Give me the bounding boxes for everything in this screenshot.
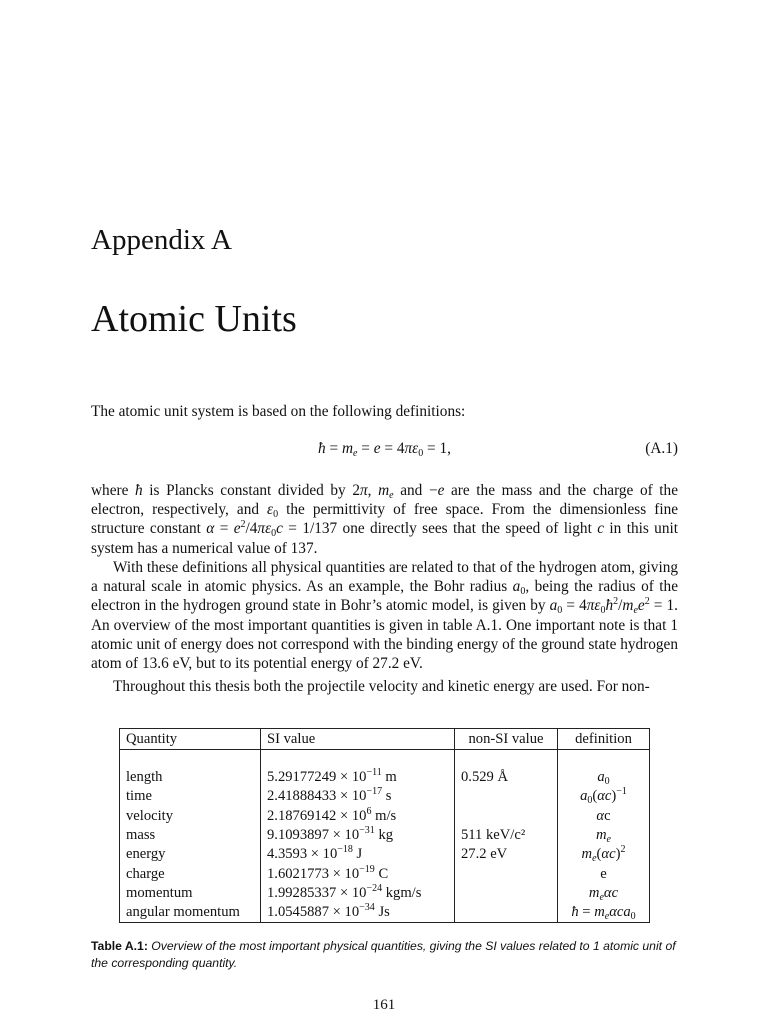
- table-row: [120, 903, 650, 923]
- definition-cell: e: [558, 864, 650, 883]
- table-row: [120, 864, 650, 883]
- si-value-cell: $2.41888433 \times 10^{-17}$ s: [261, 787, 455, 806]
- non-si-value-cell: [455, 787, 558, 806]
- definition-cell: $a_0$: [558, 768, 650, 787]
- paragraph-1: where ħ is Plancks constant divided by 2π, $m_e$ and −e are the mass and the charge of the electron, respectively, and $\varepsilon_0$ the permittivity of free space. From the dimensionless fine structure constant $\alpha = e^2/4\pi\varepsilon_0c = 1/137$ one directly sees that the speed of light c in this unit system has a numerical value of 137.: [91, 482, 679, 557]
- definition-cell: $m_e(\alpha c)^2$: [558, 845, 650, 864]
- non-si-value-cell: [455, 807, 558, 826]
- quantity-cell: length: [120, 768, 261, 787]
- quantity-cell: mass: [120, 826, 261, 845]
- page-number: 161: [372, 997, 396, 1013]
- definition-cell: $m_e\alpha c$: [558, 884, 650, 903]
- equation-a1: [91, 440, 678, 460]
- non-si-value-cell: [455, 884, 558, 903]
- si-value-cell: $1.6021773 \times 10^{-19}$ C: [261, 864, 455, 883]
- si-value-cell: $5.29177249 \times 10^{-11}$ m: [261, 768, 455, 787]
- definition-cell: $a_0(\alpha c)^{-1}$: [558, 787, 650, 806]
- header-quantity: Quantity: [120, 729, 261, 750]
- header-non-si-value: non-SI value: [455, 729, 558, 750]
- equation-formula: ħ = $m_e = e = 4\pi\varepsilon_0 = 1$,: [318, 440, 451, 459]
- table-header-row: [120, 729, 650, 750]
- table-row: [120, 787, 650, 806]
- definition-cell: ħ = $m_e\alpha ca_0$: [558, 903, 650, 923]
- paragraph-2: With these definitions all physical quantities are related to that of the hydrogen atom, giving a natural scale in atomic physics. As an example, the Bohr radius $a_0$, being the radius of the electron in the hydrogen ground state in Bohr’s atomic model, is given by $a_0$ = $4\pi\varepsilon_0ħ^2/m_ee^2 = 1$. An overview of the most important quantities is given in table A.1. One important note is that 1 atomic unit of energy does not correspond with the binding energy of the ground state hydrogen atom of 13.6 eV, but to its potential energy of 27.2 eV.: [91, 559, 678, 673]
- non-si-value-cell: [455, 903, 558, 923]
- si-value-cell: $9.1093897 \times 10^{-31}$ kg: [261, 826, 455, 845]
- equation-number: (A.1): [645, 440, 678, 457]
- si-value-cell: $2.18769142 \times 10^6$ m/s: [261, 807, 455, 826]
- si-value-cell: $1.99285337 \times 10^{-24}$ kgm/s: [261, 884, 455, 903]
- quantity-cell: time: [120, 787, 261, 806]
- definition-cell: $m_e$: [558, 826, 650, 845]
- header-si-value: SI value: [261, 729, 455, 750]
- si-value-cell: $4.3593 \times 10^{-18}$ J: [261, 845, 455, 864]
- caption-text: Overview of the most important physical quantities, giving the SI values related to 1 atomic unit of the corresponding quantity.: [91, 939, 676, 970]
- quantity-cell: velocity: [120, 807, 261, 826]
- quantity-cell: angular momentum: [120, 903, 261, 923]
- atomic-units-table: [119, 728, 650, 923]
- table-spacer: [120, 750, 650, 769]
- table-row: [120, 807, 650, 826]
- table-caption: [91, 938, 678, 972]
- si-value-cell: $1.0545887 \times 10^{-34}$ Js: [261, 903, 455, 923]
- appendix-label: Appendix A: [91, 224, 232, 256]
- caption-label: Table A.1:: [91, 939, 148, 953]
- table-row: [120, 826, 650, 845]
- quantity-cell: energy: [120, 845, 261, 864]
- table-row: [120, 845, 650, 864]
- non-si-value-cell: 27.2 eV: [455, 845, 558, 864]
- non-si-value-cell: 511 keV/c²: [455, 826, 558, 845]
- quantity-cell: momentum: [120, 884, 261, 903]
- non-si-value-cell: 0.529 Å: [455, 768, 558, 787]
- paragraph-3: Throughout this thesis both the projectile velocity and kinetic energy are used. For non-: [113, 678, 650, 695]
- table-row: [120, 884, 650, 903]
- chapter-title: Atomic Units: [91, 298, 297, 340]
- quantity-cell: charge: [120, 864, 261, 883]
- definition-cell: αc: [558, 807, 650, 826]
- header-definition: definition: [558, 729, 650, 750]
- intro-text: The atomic unit system is based on the following definitions:: [91, 403, 466, 420]
- table-row: [120, 768, 650, 787]
- non-si-value-cell: [455, 864, 558, 883]
